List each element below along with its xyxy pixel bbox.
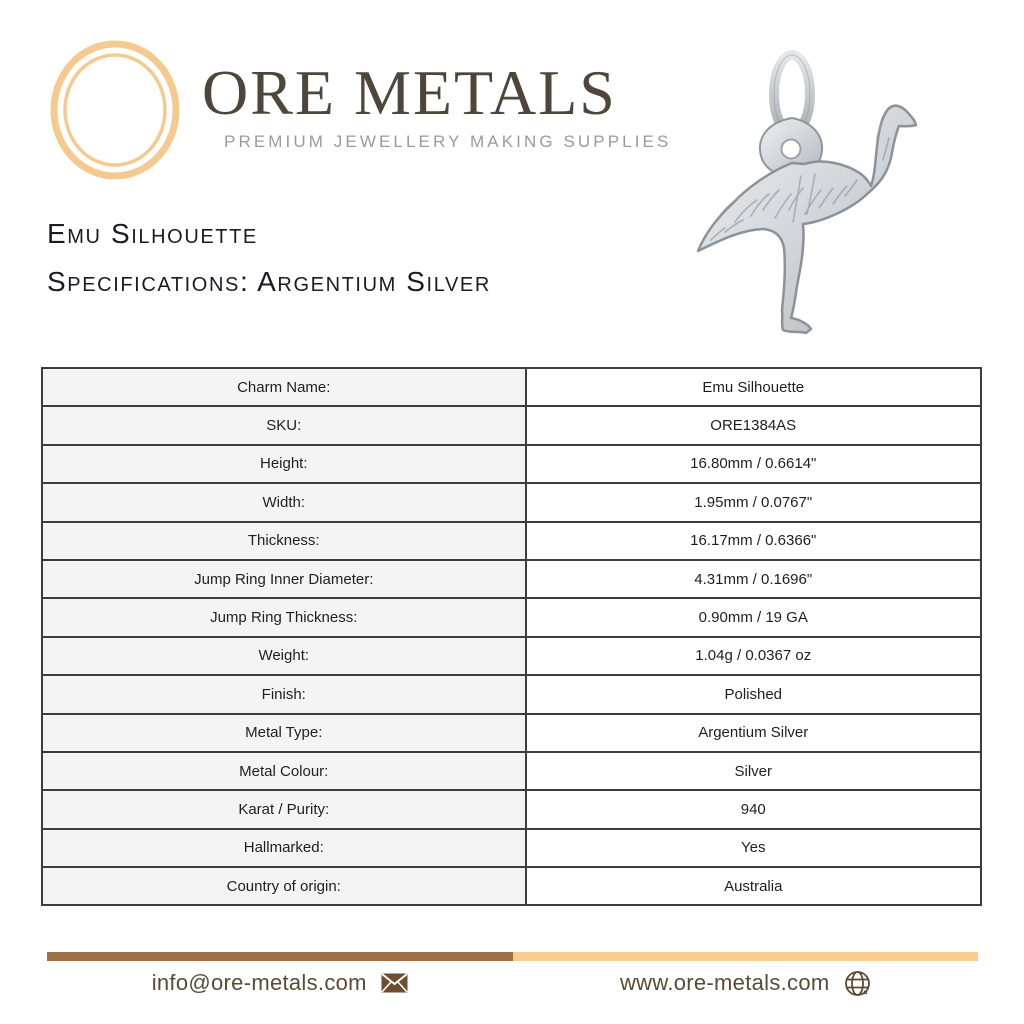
spec-value-cell: Yes [526, 829, 982, 867]
spec-table-row [42, 368, 981, 406]
footer-divider-left [47, 952, 513, 961]
specs-heading: Specifications: Argentium Silver [47, 266, 491, 297]
spec-value-cell: 0.90mm / 19 GA [526, 598, 982, 636]
spec-label-cell: Weight: [42, 637, 526, 675]
globe-icon [844, 970, 871, 997]
email-link[interactable]: info@ore-metals.com [151, 970, 367, 995]
spec-label-cell: Hallmarked: [42, 829, 526, 867]
spec-value-cell: Emu Silhouette [526, 368, 982, 406]
website-link[interactable]: www.ore-metals.com [619, 970, 830, 995]
spec-label-cell: Karat / Purity: [42, 790, 526, 828]
spec-table-row [42, 829, 981, 867]
spec-label-cell: Thickness: [42, 522, 526, 560]
spec-value-cell: 4.31mm / 0.1696" [526, 560, 982, 598]
spec-value-cell: 1.95mm / 0.0767" [526, 483, 982, 521]
spec-value-cell: ORE1384AS [526, 406, 982, 444]
spec-value-cell: Silver [526, 752, 982, 790]
spec-value-cell: 1.04g / 0.0367 oz [526, 637, 982, 675]
spec-label-cell: Country of origin: [42, 867, 526, 905]
footer-divider [47, 952, 978, 961]
spec-table-row [42, 637, 981, 675]
spec-table-row [42, 790, 981, 828]
envelope-icon [381, 973, 408, 993]
logo-rings-icon [50, 40, 180, 180]
brand-block [202, 57, 672, 152]
spec-label-cell: Width: [42, 483, 526, 521]
spec-label-cell: Jump Ring Thickness: [42, 598, 526, 636]
spec-table-row [42, 714, 981, 752]
spec-label-cell: Charm Name: [42, 368, 526, 406]
spec-label-cell: Height: [42, 445, 526, 483]
spec-label-cell: Finish: [42, 675, 526, 713]
spec-value-cell: 16.80mm / 0.6614" [526, 445, 982, 483]
spec-label-cell: Metal Colour: [42, 752, 526, 790]
product-title: Emu Silhouette [47, 218, 258, 249]
spec-table-row [42, 867, 981, 905]
spec-table-row [42, 675, 981, 713]
title-block [47, 220, 491, 296]
spec-table-row [42, 406, 981, 444]
brand-tagline: PREMIUM JEWELLERY MAKING SUPPLIES [224, 132, 672, 152]
footer-contact-row [47, 962, 978, 1004]
footer-email-group [47, 970, 513, 996]
spec-table-row [42, 560, 981, 598]
footer-website-group [513, 970, 979, 997]
footer-divider-right [513, 952, 979, 961]
spec-value-cell: 940 [526, 790, 982, 828]
spec-value-cell: 16.17mm / 0.6366" [526, 522, 982, 560]
spec-label-cell: Jump Ring Inner Diameter: [42, 560, 526, 598]
spec-table-row [42, 522, 981, 560]
spec-table-row [42, 598, 981, 636]
spec-value-cell: Polished [526, 675, 982, 713]
spec-table-row [42, 445, 981, 483]
spec-table [41, 367, 982, 906]
spec-table-row [42, 483, 981, 521]
spec-label-cell: SKU: [42, 406, 526, 444]
brand-name: ORE METALS [202, 57, 617, 128]
spec-value-cell: Argentium Silver [526, 714, 982, 752]
spec-table-row [42, 752, 981, 790]
spec-value-cell: Australia [526, 867, 982, 905]
spec-label-cell: Metal Type: [42, 714, 526, 752]
charm-product-image [655, 18, 975, 348]
